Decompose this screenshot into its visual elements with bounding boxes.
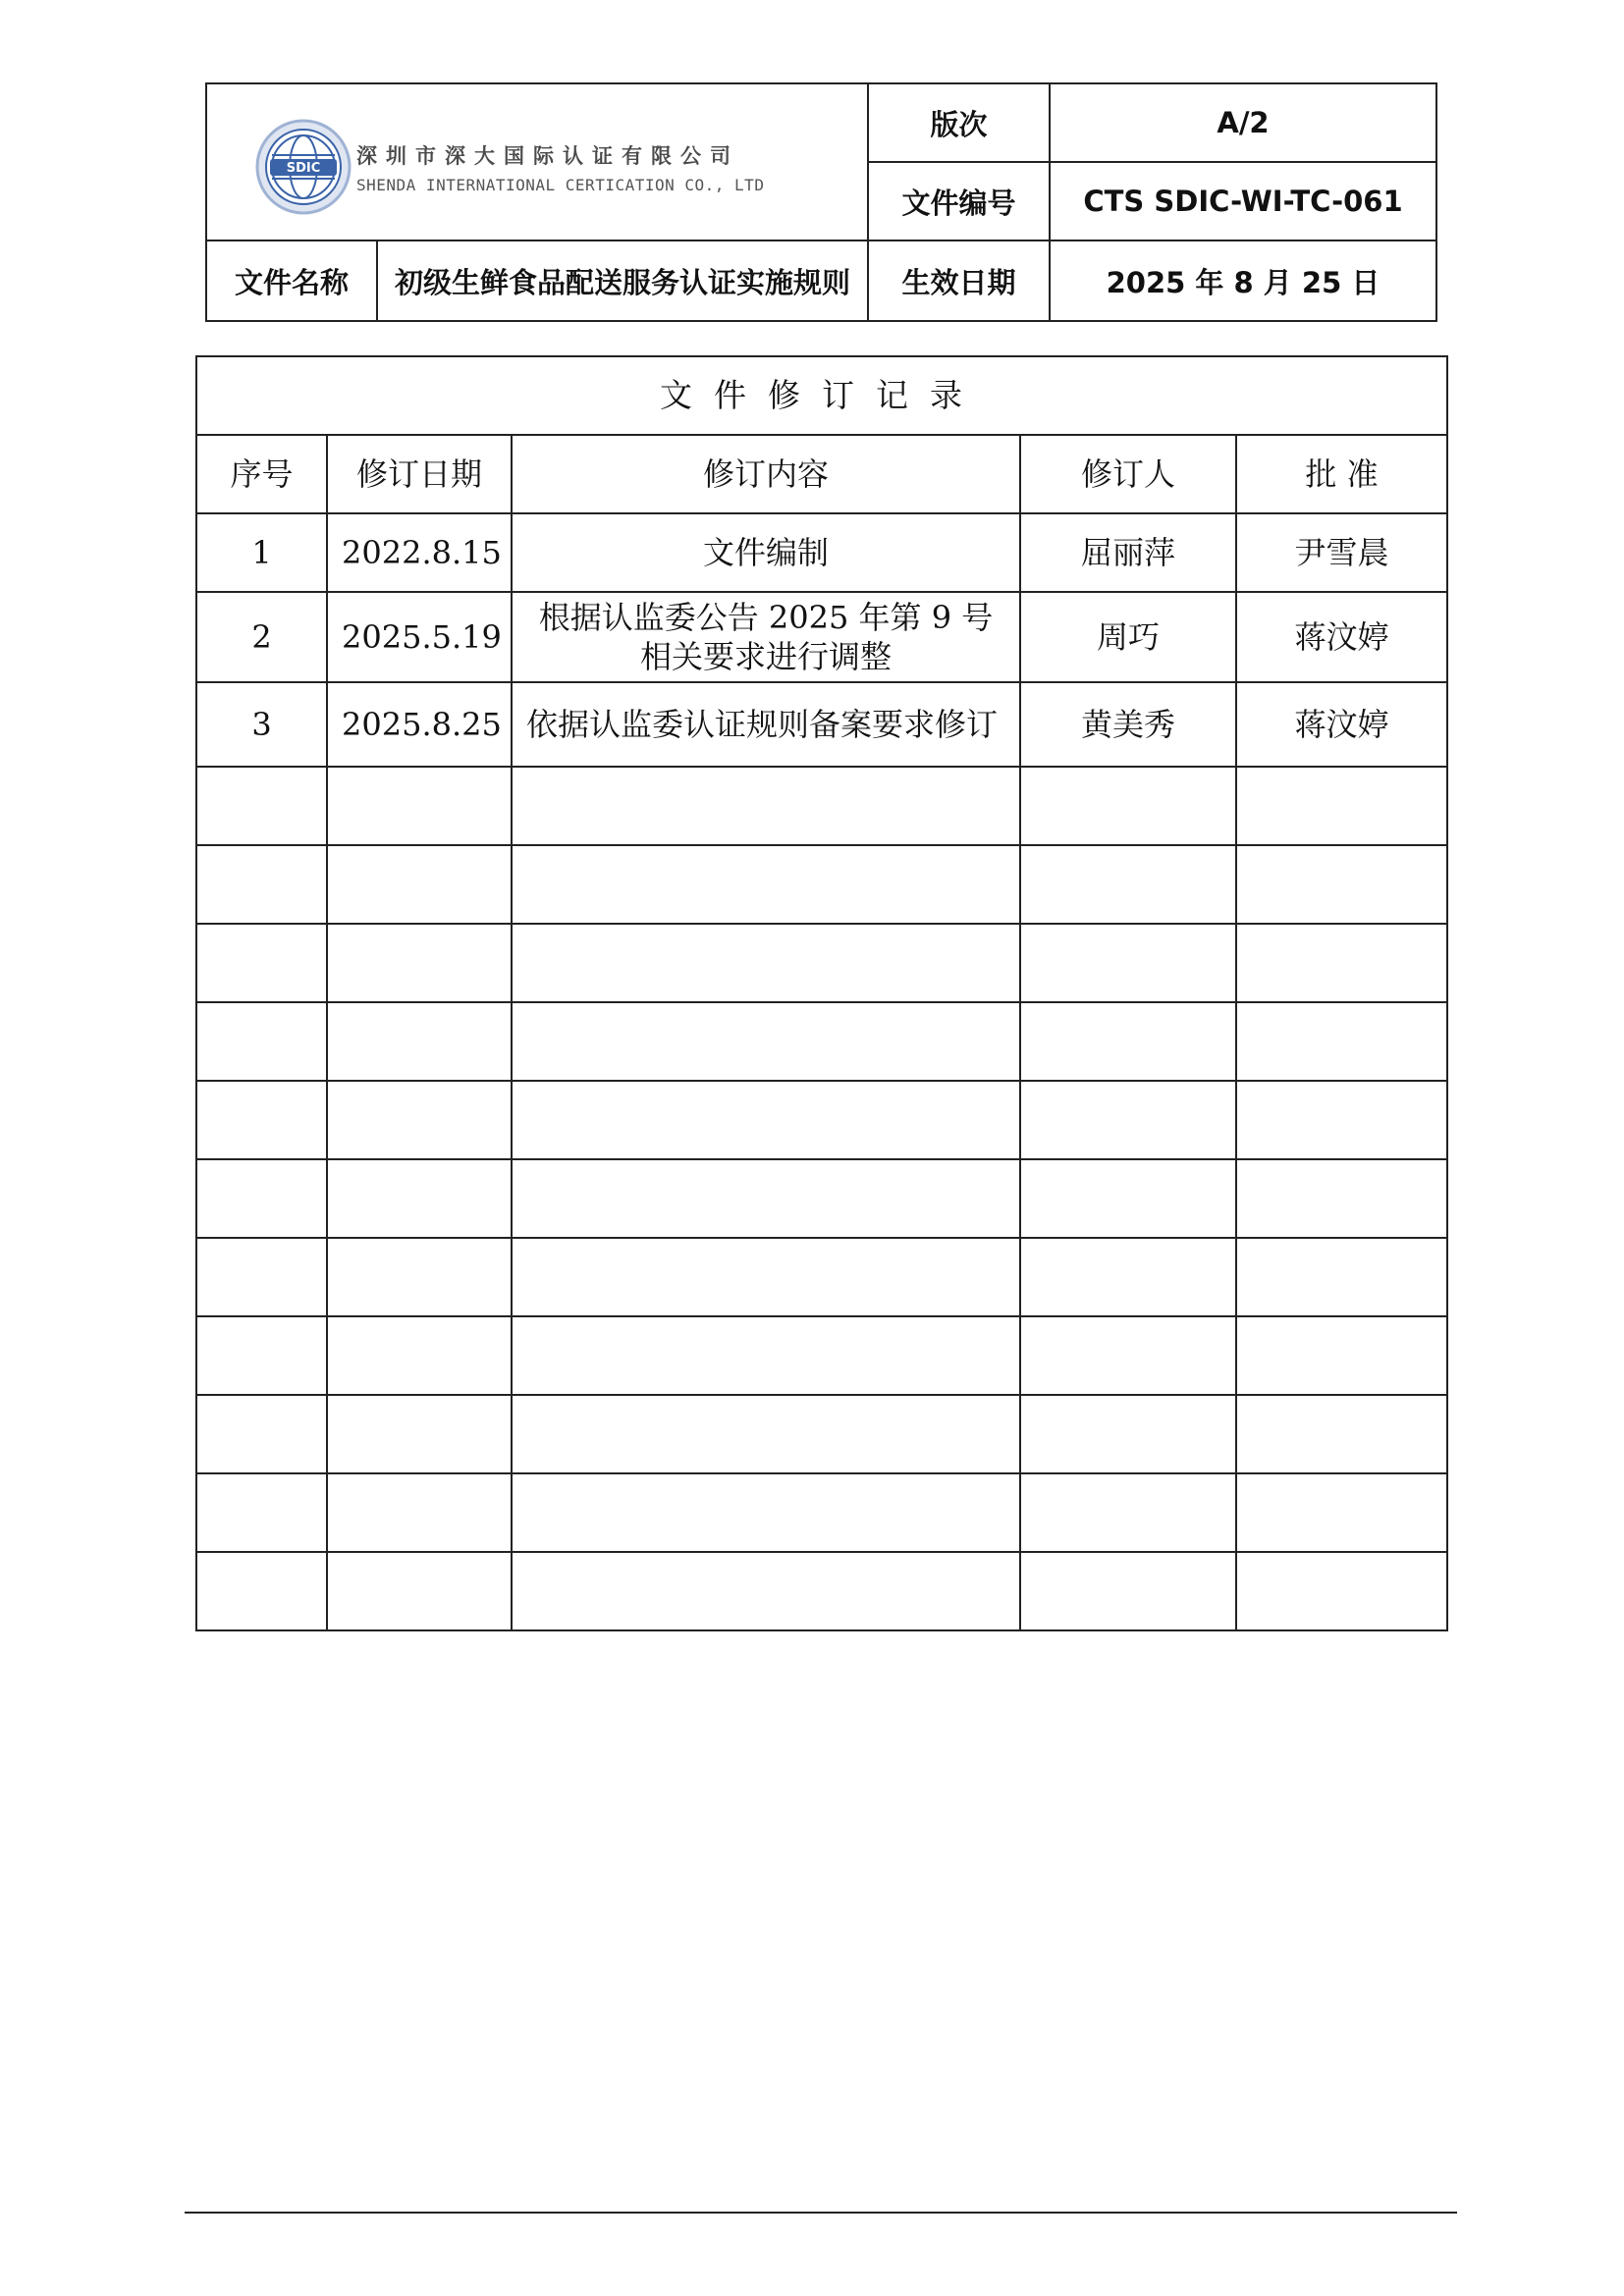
empty-table-row — [196, 1395, 1447, 1473]
doc-number-value: CTS SDIC-WI-TC-061 — [1050, 162, 1436, 240]
revision-table-header-row — [196, 435, 1447, 513]
empty-cell — [512, 1473, 1020, 1552]
empty-cell — [512, 1002, 1020, 1081]
doc-number-label: 文件编号 — [868, 162, 1050, 240]
empty-cell — [512, 1316, 1020, 1395]
empty-cell — [1020, 1002, 1236, 1081]
empty-cell — [512, 1238, 1020, 1316]
header-approver: 批 准 — [1236, 435, 1447, 513]
empty-cell — [1236, 1238, 1447, 1316]
empty-table-row — [196, 1238, 1447, 1316]
empty-cell — [196, 767, 327, 845]
empty-cell — [1236, 845, 1447, 924]
empty-cell — [196, 1552, 327, 1630]
empty-cell — [512, 924, 1020, 1002]
empty-cell — [512, 1081, 1020, 1159]
revision-record-table — [195, 355, 1448, 1631]
empty-cell — [1236, 1159, 1447, 1238]
row-date: 2025.5.19 — [327, 592, 512, 682]
row-approver: 蒋汶婷 — [1236, 682, 1447, 767]
empty-cell — [1020, 1552, 1236, 1630]
row-seq: 3 — [196, 682, 327, 767]
header-date: 修订日期 — [327, 435, 512, 513]
empty-cell — [512, 1159, 1020, 1238]
company-name-en: SHENDA INTERNATIONAL CERTICATION CO., LTD — [356, 175, 765, 194]
empty-cell — [196, 1002, 327, 1081]
header-seq: 序号 — [196, 435, 327, 513]
empty-cell — [196, 1081, 327, 1159]
empty-cell — [1236, 924, 1447, 1002]
empty-cell — [327, 1473, 512, 1552]
logo-text: SDIC — [286, 161, 321, 176]
empty-cell — [327, 1552, 512, 1630]
doc-name-label: 文件名称 — [206, 240, 377, 321]
empty-cell — [1020, 1473, 1236, 1552]
empty-cell — [1020, 1159, 1236, 1238]
empty-cell — [1236, 1316, 1447, 1395]
row-date: 2022.8.15 — [327, 513, 512, 592]
empty-cell — [327, 924, 512, 1002]
empty-cell — [512, 1395, 1020, 1473]
empty-cell — [1020, 767, 1236, 845]
empty-cell — [1236, 767, 1447, 845]
company-logo-icon — [254, 118, 352, 216]
company-logo-cell — [206, 83, 868, 240]
empty-cell — [1020, 1395, 1236, 1473]
empty-cell — [512, 767, 1020, 845]
row-seq: 1 — [196, 513, 327, 592]
empty-table-row — [196, 1002, 1447, 1081]
effective-date-value: 2025 年 8 月 25 日 — [1050, 240, 1436, 321]
row-date: 2025.8.25 — [327, 682, 512, 767]
header-content: 修订内容 — [512, 435, 1020, 513]
row-reviser: 屈丽萍 — [1020, 513, 1236, 592]
empty-cell — [196, 1159, 327, 1238]
row-content: 根据认监委公告 2025 年第 9 号相关要求进行调整 — [512, 592, 1020, 682]
empty-cell — [327, 845, 512, 924]
empty-cell — [196, 1238, 327, 1316]
empty-cell — [1236, 1395, 1447, 1473]
footer-divider — [185, 2212, 1457, 2214]
empty-cell — [327, 1081, 512, 1159]
version-label: 版次 — [868, 83, 1050, 162]
header-reviser: 修订人 — [1020, 435, 1236, 513]
empty-table-row — [196, 1159, 1447, 1238]
empty-cell — [1236, 1473, 1447, 1552]
row-approver: 尹雪晨 — [1236, 513, 1447, 592]
row-content: 依据认监委认证规则备案要求修订 — [512, 682, 1020, 767]
empty-cell — [327, 1316, 512, 1395]
empty-cell — [196, 1395, 327, 1473]
row-approver: 蒋汶婷 — [1236, 592, 1447, 682]
empty-cell — [196, 924, 327, 1002]
version-value: A/2 — [1050, 83, 1436, 162]
doc-name-value: 初级生鲜食品配送服务认证实施规则 — [377, 240, 868, 321]
empty-cell — [512, 845, 1020, 924]
empty-cell — [1020, 845, 1236, 924]
empty-cell — [196, 1473, 327, 1552]
empty-cell — [512, 1552, 1020, 1630]
empty-cell — [196, 845, 327, 924]
empty-cell — [1020, 924, 1236, 1002]
empty-cell — [1236, 1002, 1447, 1081]
document-header-table — [205, 82, 1437, 322]
row-seq: 2 — [196, 592, 327, 682]
table-row — [196, 513, 1447, 592]
empty-cell — [1020, 1238, 1236, 1316]
empty-cell — [1236, 1552, 1447, 1630]
empty-table-row — [196, 1473, 1447, 1552]
company-name-block — [356, 140, 764, 194]
effective-date-label: 生效日期 — [868, 240, 1050, 321]
empty-cell — [327, 1238, 512, 1316]
empty-table-row — [196, 845, 1447, 924]
row-content: 文件编制 — [512, 513, 1020, 592]
empty-table-row — [196, 1552, 1447, 1630]
empty-cell — [327, 767, 512, 845]
empty-cell — [196, 1316, 327, 1395]
empty-table-row — [196, 1081, 1447, 1159]
empty-cell — [1020, 1081, 1236, 1159]
empty-cell — [1020, 1316, 1236, 1395]
empty-cell — [327, 1159, 512, 1238]
company-name-cn: 深圳市深大国际认证有限公司 — [356, 143, 739, 168]
empty-cell — [327, 1002, 512, 1081]
empty-table-row — [196, 767, 1447, 845]
row-reviser: 黄美秀 — [1020, 682, 1236, 767]
table-row — [196, 592, 1447, 682]
revision-table-title: 文件修订记录 — [196, 356, 1447, 435]
empty-cell — [327, 1395, 512, 1473]
empty-table-row — [196, 1316, 1447, 1395]
table-row — [196, 682, 1447, 767]
company-logo-block — [254, 118, 764, 216]
empty-cell — [1236, 1081, 1447, 1159]
row-reviser: 周巧 — [1020, 592, 1236, 682]
empty-table-row — [196, 924, 1447, 1002]
